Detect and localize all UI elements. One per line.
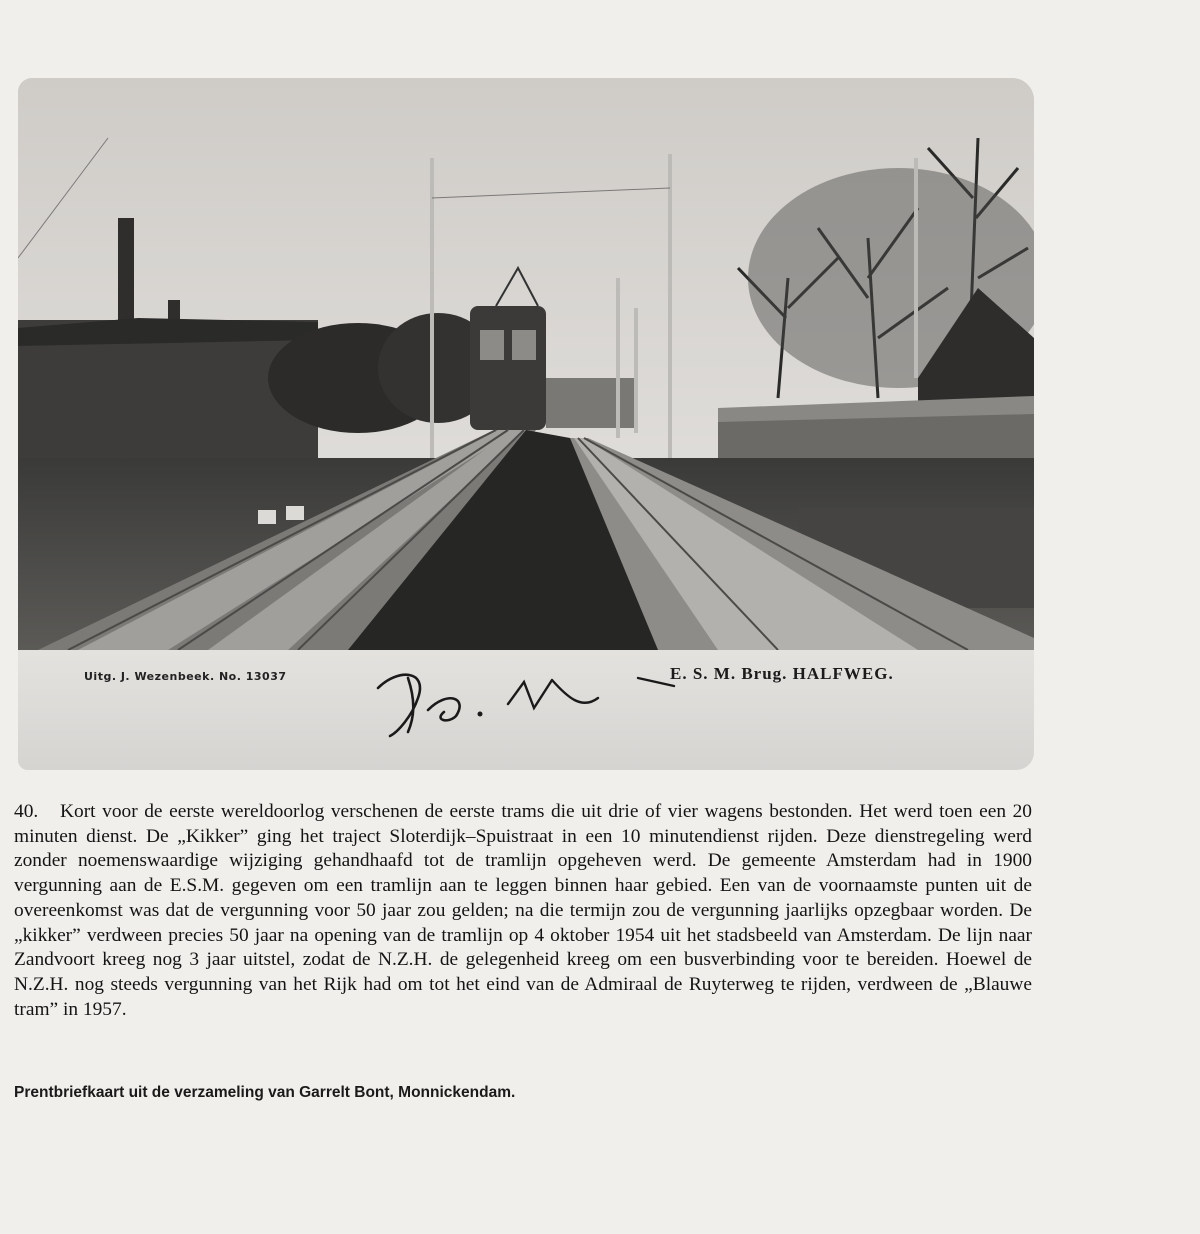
handwritten-signature	[368, 658, 688, 738]
location-label: E. S. M. Brug. HALFWEG.	[670, 664, 894, 683]
publisher-label: Uitg. J. Wezenbeek. No. 13037	[84, 670, 287, 683]
tram-bridge-photo	[18, 78, 1034, 650]
postcard	[18, 78, 1034, 770]
caption-body: Kort voor de eerste wereldoorlog verschenen de eerste trams die uit drie of vier wagens bestonden. Het werd toen een 20 minuten dienst. De „Kikker” ging het traject Sloterdijk–Spuistraat in een 10 minutendienst rijden. Deze dienstregeling werd zonder noemenswaardige wijziging gehandhaafd tot de tramlijn opgeheven werd. De gemeente Amsterdam had in 1900 vergunning aan de E.S.M. gegeven om een tramlijn aan te leggen binnen haar gebied. Een van de voornaamste punten uit de overeenkomst was dat de vergunning voor 50 jaar zou gelden; na die termijn zou de vergunning jaarlijks opzegbaar worden. De „kikker” verdween precies 50 jaar na opening van de tramlijn op 4 oktober 1954 uit het stadsbeeld van Amsterdam. De lijn naar Zandvoort kreeg nog 3 jaar uitstel, zodat de N.Z.H. de gelegenheid kreeg om een busverbinding voor te bereiden. Hoewel de N.Z.H. nog steeds vergunning van het Rijk had om tot het eind van de Admiraal de Ruyterweg te rijden, verdween de „Blauwe tram” in 1957.	[14, 801, 1032, 1020]
caption-text	[14, 800, 1032, 1022]
caption-number: 40.	[14, 801, 39, 822]
photo-credit: Prentbriefkaart uit de verzameling van Garrelt Bont, Monnickendam.	[14, 1084, 516, 1101]
postcard-caption-strip	[18, 650, 1034, 770]
